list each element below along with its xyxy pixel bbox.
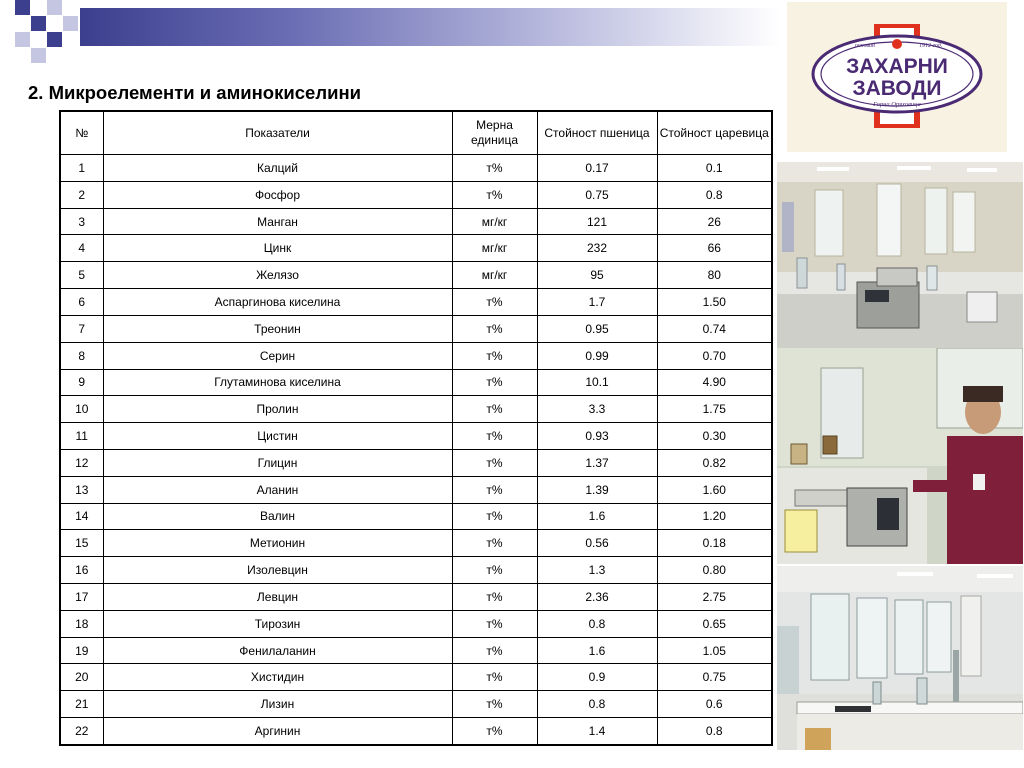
- lab-photo-1: [777, 162, 1023, 348]
- deco-square: [47, 32, 62, 47]
- logo-graphic: [787, 2, 1007, 152]
- cell-unit: т%: [452, 476, 537, 503]
- table-row: [60, 423, 772, 450]
- cell-number: 15: [60, 530, 103, 557]
- header-indicator: Показатели: [103, 111, 452, 155]
- cell-indicator: Пролин: [103, 396, 452, 423]
- cell-corn: 0.80: [657, 557, 772, 584]
- cell-wheat: 1.4: [537, 718, 657, 745]
- cell-indicator: Глутаминова киселина: [103, 369, 452, 396]
- cell-number: 9: [60, 369, 103, 396]
- table-row: [60, 289, 772, 316]
- cell-wheat: 1.37: [537, 449, 657, 476]
- cell-number: 19: [60, 637, 103, 664]
- table-row: [60, 476, 772, 503]
- cell-indicator: Глицин: [103, 449, 452, 476]
- cell-number: 14: [60, 503, 103, 530]
- cell-wheat: 0.56: [537, 530, 657, 557]
- logo-founded-text: основан: [854, 43, 875, 49]
- table-row: [60, 396, 772, 423]
- cell-number: 5: [60, 262, 103, 289]
- deco-square: [31, 16, 46, 31]
- cell-wheat: 2.36: [537, 584, 657, 611]
- cell-indicator: Хистидин: [103, 664, 452, 691]
- cell-corn: 1.20: [657, 503, 772, 530]
- logo-city-text: Горна Оряховица: [873, 101, 921, 108]
- cell-indicator: Лизин: [103, 691, 452, 718]
- cell-unit: т%: [452, 557, 537, 584]
- cell-corn: 0.6: [657, 691, 772, 718]
- table-row: [60, 342, 772, 369]
- cell-corn: 1.50: [657, 289, 772, 316]
- table-row: [60, 155, 772, 182]
- cell-corn: 0.74: [657, 315, 772, 342]
- cell-corn: 0.8: [657, 181, 772, 208]
- logo-year-text: 1912 год.: [919, 43, 943, 49]
- cell-corn: 1.75: [657, 396, 772, 423]
- cell-indicator: Цинк: [103, 235, 452, 262]
- cell-indicator: Калций: [103, 155, 452, 182]
- cell-wheat: 1.39: [537, 476, 657, 503]
- cell-number: 18: [60, 610, 103, 637]
- cell-number: 16: [60, 557, 103, 584]
- cell-unit: мг/кг: [452, 208, 537, 235]
- header-number: №: [60, 111, 103, 155]
- cell-unit: т%: [452, 181, 537, 208]
- cell-number: 13: [60, 476, 103, 503]
- cell-unit: т%: [452, 396, 537, 423]
- cell-number: 21: [60, 691, 103, 718]
- cell-unit: т%: [452, 584, 537, 611]
- deco-square: [31, 48, 46, 63]
- logo-line2: ЗАВОДИ: [852, 77, 942, 100]
- cell-indicator: Аргинин: [103, 718, 452, 745]
- deco-square: [15, 32, 30, 47]
- cell-corn: 0.70: [657, 342, 772, 369]
- cell-number: 22: [60, 718, 103, 745]
- cell-corn: 4.90: [657, 369, 772, 396]
- cell-number: 12: [60, 449, 103, 476]
- cell-number: 11: [60, 423, 103, 450]
- cell-corn: 80: [657, 262, 772, 289]
- table-row: [60, 208, 772, 235]
- cell-corn: 66: [657, 235, 772, 262]
- cell-indicator: Серин: [103, 342, 452, 369]
- cell-number: 8: [60, 342, 103, 369]
- cell-unit: т%: [452, 315, 537, 342]
- cell-corn: 0.30: [657, 423, 772, 450]
- nutrient-table: [59, 110, 773, 746]
- cell-wheat: 0.95: [537, 315, 657, 342]
- cell-unit: т%: [452, 449, 537, 476]
- table-row: [60, 691, 772, 718]
- cell-wheat: 0.8: [537, 610, 657, 637]
- deco-square: [47, 0, 62, 15]
- cell-indicator: Треонин: [103, 315, 452, 342]
- cell-indicator: Тирозин: [103, 610, 452, 637]
- table-row: [60, 369, 772, 396]
- table-row: [60, 262, 772, 289]
- cell-wheat: 121: [537, 208, 657, 235]
- header-unit: Мерна единица: [452, 111, 537, 155]
- cell-unit: т%: [452, 610, 537, 637]
- cell-unit: т%: [452, 718, 537, 745]
- cell-unit: т%: [452, 503, 537, 530]
- cell-indicator: Аланин: [103, 476, 452, 503]
- table-row: [60, 718, 772, 745]
- cell-unit: т%: [452, 423, 537, 450]
- cell-unit: т%: [452, 289, 537, 316]
- table-row: [60, 530, 772, 557]
- cell-wheat: 0.99: [537, 342, 657, 369]
- cell-wheat: 232: [537, 235, 657, 262]
- cell-number: 6: [60, 289, 103, 316]
- cell-corn: 0.65: [657, 610, 772, 637]
- cell-number: 10: [60, 396, 103, 423]
- cell-indicator: Цистин: [103, 423, 452, 450]
- cell-corn: 0.8: [657, 718, 772, 745]
- cell-corn: 2.75: [657, 584, 772, 611]
- cell-wheat: 1.6: [537, 503, 657, 530]
- table-row: [60, 557, 772, 584]
- cell-indicator: Фенилаланин: [103, 637, 452, 664]
- header-wheat: Стойност пшеница: [537, 111, 657, 155]
- cell-unit: т%: [452, 664, 537, 691]
- cell-wheat: 10.1: [537, 369, 657, 396]
- cell-indicator: Валин: [103, 503, 452, 530]
- cell-unit: т%: [452, 691, 537, 718]
- cell-wheat: 1.3: [537, 557, 657, 584]
- cell-wheat: 0.9: [537, 664, 657, 691]
- table-row: [60, 503, 772, 530]
- cell-corn: 26: [657, 208, 772, 235]
- cell-corn: 0.75: [657, 664, 772, 691]
- cell-unit: мг/кг: [452, 235, 537, 262]
- cell-unit: мг/кг: [452, 262, 537, 289]
- cell-corn: 0.82: [657, 449, 772, 476]
- table-row: [60, 449, 772, 476]
- table-row: [60, 637, 772, 664]
- cell-wheat: 95: [537, 262, 657, 289]
- cell-wheat: 1.6: [537, 637, 657, 664]
- table-row: [60, 584, 772, 611]
- logo-line1: ЗАХАРНИ: [846, 55, 948, 78]
- header-corn: Стойност царевица: [657, 111, 772, 155]
- cell-wheat: 0.93: [537, 423, 657, 450]
- cell-indicator: Левцин: [103, 584, 452, 611]
- table-row: [60, 181, 772, 208]
- company-logo: [787, 2, 1007, 152]
- cell-indicator: Аспаргинова киселина: [103, 289, 452, 316]
- header-gradient-bar: [80, 8, 780, 46]
- deco-square: [15, 0, 30, 15]
- cell-unit: т%: [452, 530, 537, 557]
- lab-photo-3: [777, 566, 1023, 750]
- cell-number: 4: [60, 235, 103, 262]
- cell-wheat: 1.7: [537, 289, 657, 316]
- cell-corn: 1.60: [657, 476, 772, 503]
- table-row: [60, 664, 772, 691]
- cell-number: 3: [60, 208, 103, 235]
- cell-unit: т%: [452, 369, 537, 396]
- table-row: [60, 610, 772, 637]
- cell-corn: 0.18: [657, 530, 772, 557]
- deco-square: [63, 16, 78, 31]
- cell-indicator: Манган: [103, 208, 452, 235]
- cell-unit: т%: [452, 637, 537, 664]
- table-header-row: [60, 111, 772, 155]
- cell-number: 1: [60, 155, 103, 182]
- cell-unit: т%: [452, 342, 537, 369]
- page-title: 2. Микроелементи и аминокиселини: [28, 82, 361, 103]
- lab-photo-2: [777, 348, 1023, 564]
- cell-corn: 1.05: [657, 637, 772, 664]
- cell-wheat: 0.75: [537, 181, 657, 208]
- cell-number: 2: [60, 181, 103, 208]
- cell-indicator: Метионин: [103, 530, 452, 557]
- cell-indicator: Фосфор: [103, 181, 452, 208]
- cell-corn: 0.1: [657, 155, 772, 182]
- cell-number: 7: [60, 315, 103, 342]
- cell-wheat: 3.3: [537, 396, 657, 423]
- cell-unit: т%: [452, 155, 537, 182]
- cell-indicator: Изолевцин: [103, 557, 452, 584]
- cell-number: 17: [60, 584, 103, 611]
- cell-indicator: Желязо: [103, 262, 452, 289]
- table-row: [60, 315, 772, 342]
- table-row: [60, 235, 772, 262]
- cell-wheat: 0.8: [537, 691, 657, 718]
- cell-wheat: 0.17: [537, 155, 657, 182]
- cell-number: 20: [60, 664, 103, 691]
